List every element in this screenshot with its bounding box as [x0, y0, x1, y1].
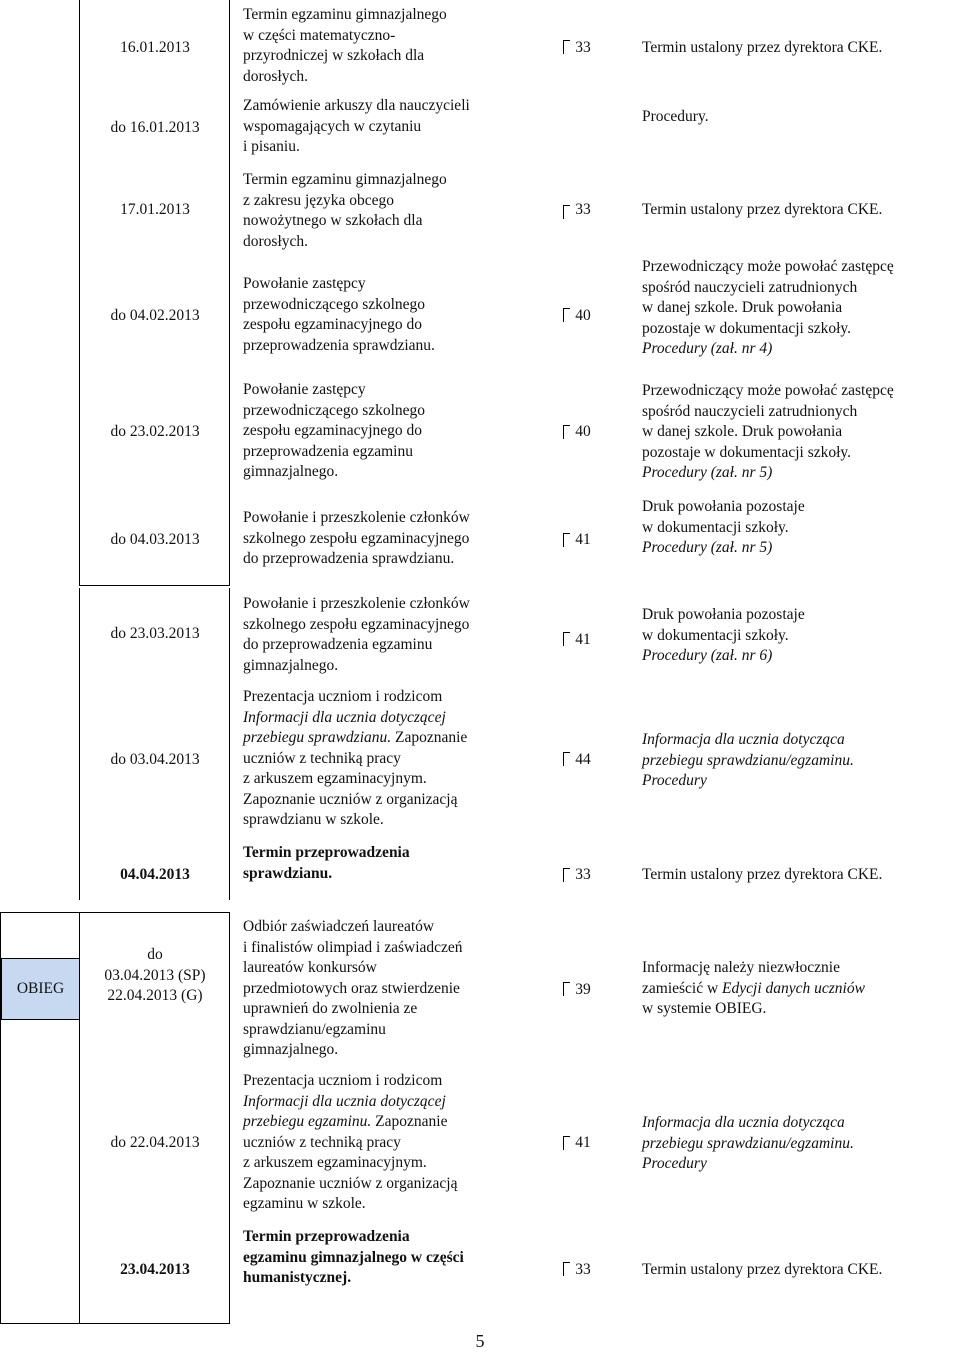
- description-line: Powołanie i przeszkolenie członków: [243, 595, 470, 612]
- note-line: w danej szkole. Druk powołania: [642, 423, 843, 440]
- date-cell: do 04.02.2013: [110, 307, 200, 324]
- note-line: w systemie OBIEG.: [642, 1000, 767, 1017]
- page-number: 5: [475, 1331, 485, 1351]
- paragraph-number: 41: [575, 531, 591, 548]
- note-line: w dokumentacji szkoły.: [642, 626, 789, 644]
- description-line: Termin egzaminu gimnazjalnego: [243, 6, 447, 23]
- description-line: do przeprowadzenia sprawdzianu.: [243, 550, 455, 567]
- note-line: Procedury.: [642, 108, 709, 125]
- paragraph-number: 40: [575, 423, 591, 440]
- description-line: sprawdzianu.: [243, 864, 333, 882]
- plain-phrase: Zapoznanie: [391, 729, 468, 746]
- note-line: [642, 979, 865, 1000]
- description-line: przewodniczącego szkolnego: [243, 295, 426, 313]
- paragraph-number: 39: [575, 981, 591, 998]
- description-line: przyrodniczej w szkołach dla: [243, 47, 425, 64]
- top-table-bottom-border: [79, 585, 230, 586]
- note-line: Procedury (zał. nr 5): [642, 464, 773, 481]
- description-line: Zapoznanie uczniów z organizacją: [243, 1174, 458, 1192]
- description-line: uczniów z techniką pracy: [243, 749, 401, 767]
- description-line: sprawdzianu w szkole.: [243, 811, 384, 828]
- description-line: Prezentacja uczniom i rodzicom: [243, 688, 443, 705]
- italic-phrase: Edycji danych uczniów: [722, 979, 865, 997]
- plain-phrase: zamieścić w: [642, 979, 723, 997]
- note-line: pozostaje w dokumentacji szkoły.: [642, 319, 852, 337]
- paragraph-number: 41: [575, 631, 591, 648]
- note-line: Przewodniczący może powołać zastępcę: [642, 382, 894, 399]
- date-cell: 03.04.2013 (SP): [104, 966, 206, 984]
- date-cell: 23.04.2013: [120, 1261, 190, 1278]
- description-line: i pisaniu.: [243, 138, 300, 155]
- note-line: Procedury: [642, 1155, 707, 1172]
- plain-phrase: Zapoznanie: [371, 1113, 448, 1130]
- description-line: wspomagających w czytaniu: [243, 117, 422, 135]
- note-line: w danej szkole. Druk powołania: [642, 299, 843, 316]
- description-line: Powołanie zastępcy: [243, 275, 366, 292]
- description-line: przedmiotowych oraz stwierdzenie: [243, 979, 460, 997]
- description-line: Powołanie i przeszkolenie członków: [243, 509, 470, 526]
- date-cell: 16.01.2013: [120, 39, 190, 56]
- description-line: Odbiór zaświadczeń laureatów: [243, 918, 435, 935]
- description-line: zespołu egzaminacyjnego do: [243, 422, 423, 439]
- description-line: Termin przeprowadzenia: [243, 1228, 410, 1245]
- note-line: Termin ustalony przez dyrektora CKE.: [642, 201, 883, 218]
- top-table-left-border: [79, 0, 80, 585]
- note-line: Procedury: [642, 772, 707, 789]
- description-line: laureatów konkursów: [243, 959, 377, 976]
- description-line: dorosłych.: [243, 232, 309, 250]
- paragraph-number: 40: [575, 307, 591, 324]
- date-cell: do 03.04.2013: [110, 751, 200, 768]
- description-line: Zapoznanie uczniów z organizacją: [243, 790, 458, 808]
- description-line: z arkuszem egzaminacyjnym.: [243, 770, 427, 787]
- description-line: sprawdzianu/egzaminu: [243, 1020, 386, 1038]
- description-line: w części matematyczno-: [243, 26, 396, 44]
- date-cell: 17.01.2013: [120, 201, 190, 218]
- bottom-table-bottom-border: [0, 1323, 230, 1324]
- note-line: spośród nauczycieli zatrudnionych: [642, 278, 858, 296]
- bottom-table-top-border: [0, 912, 230, 913]
- description-line: uprawnień do zwolnienia ze: [243, 1000, 418, 1017]
- note-line: Przewodniczący może powołać zastępcę: [642, 258, 894, 275]
- note-line: Druk powołania pozostaje: [642, 606, 805, 623]
- date-cell: do 23.03.2013: [110, 625, 200, 642]
- paragraph-number: 33: [575, 201, 591, 218]
- description-line: szkolnego zespołu egzaminacyjnego: [243, 529, 470, 547]
- description-line: dorosłych.: [243, 67, 309, 85]
- note-line: w dokumentacji szkoły.: [642, 518, 789, 536]
- description-line: z arkuszem egzaminacyjnym.: [243, 1154, 427, 1171]
- description-line: uczniów z techniką pracy: [243, 1133, 401, 1151]
- note-line: przebiegu sprawdzianu/egzaminu.: [642, 1134, 854, 1152]
- description-line: gimnazjalnego.: [243, 656, 339, 674]
- description-line: Powołanie zastępcy: [243, 381, 366, 398]
- date-cell: do: [147, 946, 163, 963]
- description-line: gimnazjalnego.: [243, 1041, 339, 1058]
- description-line: Prezentacja uczniom i rodzicom: [243, 1072, 443, 1089]
- description-line: z zakresu języka obcego: [243, 191, 395, 209]
- note-line: Procedury (zał. nr 4): [642, 340, 773, 357]
- description-line: przeprowadzenia egzaminu: [243, 442, 413, 460]
- description-line: Informacji dla ucznia dotyczącej: [243, 1092, 446, 1110]
- paragraph-number: 33: [575, 866, 591, 883]
- description-line: przeprowadzenia sprawdzianu.: [243, 336, 435, 354]
- note-line: Druk powołania pozostaje: [642, 498, 805, 515]
- description-line: humanistycznej.: [243, 1269, 352, 1286]
- note-line: spośród nauczycieli zatrudnionych: [642, 402, 858, 420]
- note-line: Informacja dla ucznia dotycząca: [642, 731, 845, 748]
- description-line: zespołu egzaminacyjnego do: [243, 316, 423, 333]
- description-line: do przeprowadzenia egzaminu: [243, 636, 433, 653]
- note-line: Informacja dla ucznia dotycząca: [642, 1114, 845, 1131]
- description-line: gimnazjalnego.: [243, 463, 339, 480]
- description-line: egzaminu gimnazjalnego w części: [243, 1248, 464, 1266]
- note-line: Procedury (zał. nr 5): [642, 539, 773, 556]
- date-cell: do 16.01.2013: [110, 119, 200, 136]
- description-line: [243, 1112, 447, 1133]
- note-line: przebiegu sprawdzianu/egzaminu.: [642, 751, 854, 769]
- description-line: nowożytnego w szkołach dla: [243, 212, 423, 229]
- date-cell: do 04.03.2013: [110, 531, 200, 548]
- description-line: przewodniczącego szkolnego: [243, 401, 426, 419]
- description-line: Termin egzaminu gimnazjalnego: [243, 171, 447, 188]
- paragraph-number: 33: [575, 39, 591, 56]
- description-line: Termin przeprowadzenia: [243, 844, 410, 861]
- date-cell: 04.04.2013: [120, 866, 190, 883]
- description-line: Informacji dla ucznia dotyczącej: [243, 708, 446, 726]
- paragraph-number: 33: [575, 1261, 591, 1278]
- description-line: Zamówienie arkuszy dla nauczycieli: [243, 97, 470, 114]
- date-cell: do 22.04.2013: [110, 1134, 200, 1151]
- description-line: egzaminu w szkole.: [243, 1195, 366, 1212]
- top-table-divider: [229, 0, 230, 585]
- italic-phrase: przebiegu sprawdzianu.: [243, 729, 392, 746]
- paragraph-number: 41: [575, 1134, 591, 1151]
- note-line: Termin ustalony przez dyrektora CKE.: [642, 866, 883, 883]
- description-line: szkolnego zespołu egzaminacyjnego: [243, 615, 470, 633]
- note-line: Termin ustalony przez dyrektora CKE.: [642, 1261, 883, 1278]
- italic-phrase: przebiegu egzaminu.: [243, 1113, 372, 1130]
- description-line: [243, 728, 467, 749]
- obieg-section-label: [1, 958, 80, 1020]
- date-cell: do 23.02.2013: [110, 423, 200, 440]
- note-line: pozostaje w dokumentacji szkoły.: [642, 443, 852, 461]
- note-line: Informację należy niezwłocznie: [642, 959, 840, 976]
- date-cell: 22.04.2013 (G): [107, 987, 203, 1004]
- obieg-label-text: OBIEG: [16, 979, 65, 997]
- paragraph-number: 44: [575, 751, 591, 768]
- description-line: i finalistów olimpiad i zaświadczeń: [243, 938, 463, 956]
- note-line: Procedury (zał. nr 6): [642, 647, 773, 664]
- note-line: Termin ustalony przez dyrektora CKE.: [642, 39, 883, 56]
